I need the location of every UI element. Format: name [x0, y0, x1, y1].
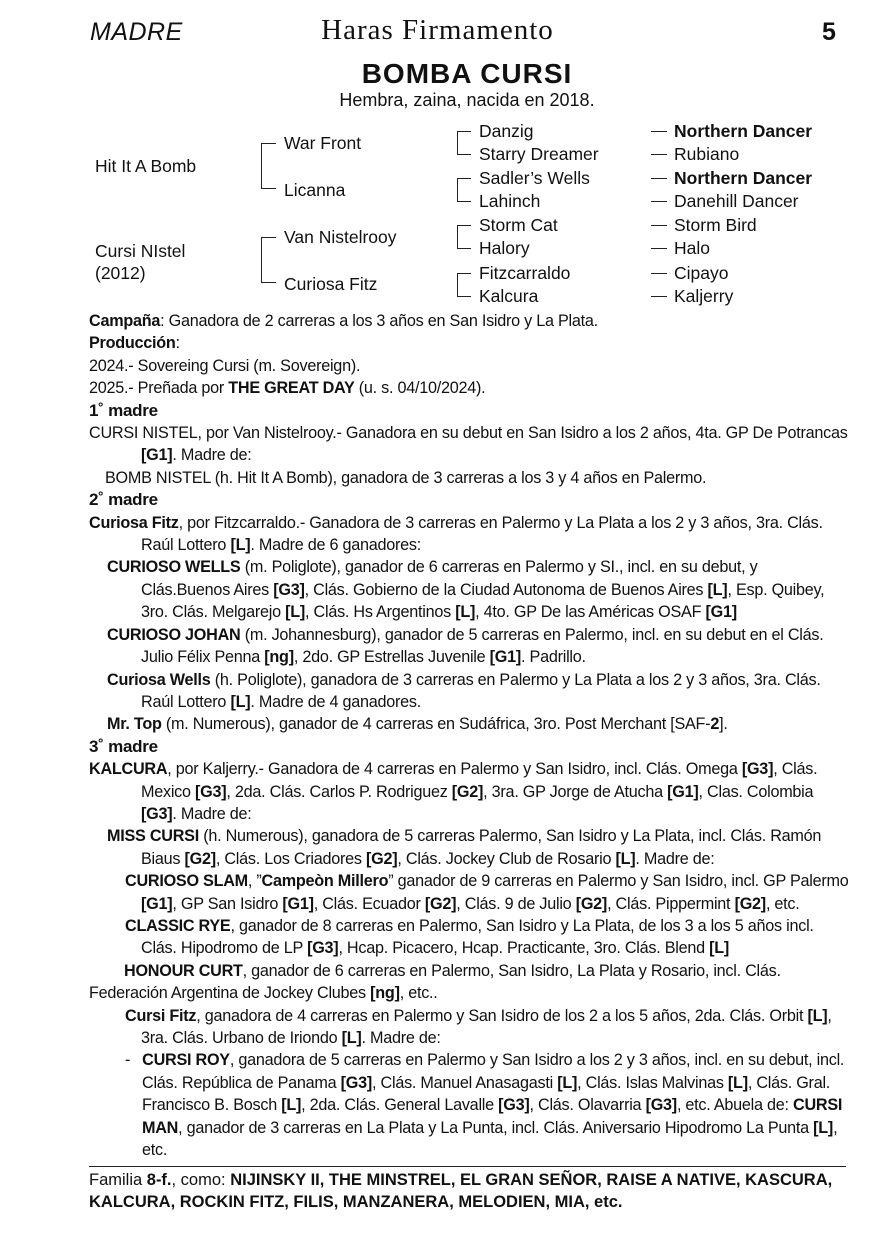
pedigree-g4-2: Rubiano — [674, 144, 740, 164]
pedigree-bracket — [457, 154, 471, 155]
text: (h. Poliglote), ganadora de 3 carreras en Palermo y La Plata a los 2 y 3 años, 3ra. Clás. Raúl Lottero — [141, 670, 821, 711]
footer-divider — [89, 1166, 846, 1167]
text: , ” — [247, 872, 262, 891]
pedigree-bracket — [261, 143, 276, 144]
text: . Madre de: — [361, 1029, 441, 1047]
catalog-body — [89, 310, 849, 1161]
grade: [G3] — [498, 1096, 530, 1115]
produccion-colon: : — [175, 334, 180, 353]
text: , como: — [171, 1171, 231, 1189]
pedigree-g2-4: Curiosa Fitz — [284, 274, 378, 294]
text: (h. Numerous), ganadora de 5 carreras Palermo, San Isidro y La Plata, incl. Clás. Ramón Biaus — [141, 827, 822, 868]
pedigree-g4-5: Storm Bird — [674, 215, 757, 235]
grade: [ng] — [264, 648, 294, 667]
text: , Clás. Manuel Anasagasti — [372, 1073, 558, 1092]
grade: [G1] — [705, 603, 737, 622]
pedigree-dash — [651, 178, 667, 179]
madre2-paragraph — [89, 512, 849, 557]
pedigree-g3-3: Sadler’s Wells — [479, 168, 590, 188]
grade: [L] — [285, 603, 306, 622]
text: ]. — [719, 715, 728, 734]
family-number: 8-f. — [146, 1171, 172, 1189]
text: , Clas. Colombia — [698, 782, 814, 801]
madre1-paragraph — [89, 422, 849, 467]
horse-name: Curiosa Fitz — [89, 513, 179, 532]
text: , 3ra. GP Jorge de Atucha — [483, 782, 668, 801]
grade: [G2] — [424, 894, 457, 913]
text: , 3ra. Clás. Urbano de Iriondo — [141, 1006, 832, 1047]
pedigree-g4-1: Northern Dancer — [674, 121, 813, 141]
grade: [L] — [727, 1073, 748, 1092]
pedigree-bracket — [457, 225, 471, 226]
grade: [G2] — [575, 894, 608, 913]
campana-label: Campaña — [89, 312, 161, 330]
family-members: NIJINSKY II, THE MINSTREL, EL GRAN SEÑOR, RAISE A NATIVE, KASCURA, KALCURA, ROCKIN FITZ, FILIS, MANZANERA, MELODIEN, MIA, etc. — [89, 1171, 833, 1211]
horse-name: CURSI MAN — [142, 1096, 843, 1137]
great-grandchild — [89, 1049, 849, 1161]
text: , Clás. Ecuador — [313, 894, 425, 913]
horse-subtitle: Hembra, zaina, nacida en 2018. — [339, 90, 595, 110]
text: , por Fitzcarraldo.- Ganadora de 3 carreras en Palermo y La Plata a los 2 y 3 años, 3ra. Clás. Raúl Lottero — [141, 513, 823, 555]
horse-name: KALCURA — [89, 760, 168, 779]
madre3-heading: 3˚ madre — [89, 736, 158, 756]
text: , Hcap. Picacero, Hcap. Practicante, 3ro. Clás. Blend — [338, 939, 710, 958]
grade: [L] — [709, 939, 730, 958]
horse-name: CURIOSO WELLS — [107, 558, 241, 577]
pedigree-dash — [651, 225, 667, 226]
horse-name: Mr. Top — [107, 715, 162, 734]
grade: [G3] — [273, 580, 305, 599]
pedigree-g3-8: Kalcura — [479, 286, 539, 306]
text: . Madre de: — [172, 804, 252, 823]
text: (u. s. 04/10/2024). — [354, 379, 486, 398]
grade: [G1] — [141, 894, 173, 913]
grade: [G1] — [489, 648, 522, 667]
pedigree-bracket — [261, 143, 262, 189]
pedigree-g2-2: Licanna — [284, 180, 346, 200]
grade: [G3] — [741, 760, 774, 779]
text: ” ganador de 9 carreras en Palermo y San Isidro, incl. GP Palermo — [388, 872, 849, 891]
text: , 2da. Clás. General Lavalle — [301, 1096, 499, 1115]
pedigree-bracket — [261, 237, 262, 283]
text: 2025.- Preñada por — [89, 379, 229, 398]
text: (m. Numerous), ganador de 4 carreras en Sudáfrica, 3ro. Post Merchant [SAF- — [161, 715, 711, 734]
grade: [G1] — [667, 782, 699, 801]
text: , Clás. Hs Argentinos — [305, 603, 456, 622]
pedigree-g3-4: Lahinch — [479, 191, 541, 211]
grade: [G3] — [195, 782, 227, 801]
pedigree-bracket — [457, 131, 458, 155]
grade: [L] — [557, 1073, 578, 1092]
horse-name: MISS CURSI — [107, 827, 199, 846]
text: , Clás. 9 de Julio — [456, 894, 576, 913]
grade: [G2] — [734, 894, 766, 913]
pedigree-bracket — [457, 178, 471, 179]
grade: [G2] — [366, 849, 398, 868]
produccion-item: 2024.- Sovereing Cursi (m. Sovereign). — [89, 356, 361, 375]
grandchild — [89, 870, 849, 915]
grandchild — [89, 1005, 849, 1050]
pedigree-sire: Hit It A Bomb — [95, 156, 197, 176]
madre2-child — [89, 624, 849, 669]
text: Familia — [89, 1171, 147, 1189]
pedigree-g2-1: War Front — [284, 133, 362, 153]
pedigree-g4-8: Kaljerry — [674, 286, 734, 306]
grade: [G3] — [645, 1096, 677, 1115]
campana-text: : Ganadora de 2 carreras a los 3 años en San Isidro y La Plata. — [160, 312, 598, 330]
text: CURSI NISTEL, por Van Nistelrooy.- Ganadora en su debut en San Isidro a los 2 años, 4ta. GP De Potrancas — [89, 424, 848, 443]
pedigree-bracket — [457, 273, 458, 297]
pedigree-bracket — [457, 131, 471, 132]
pedigree-g4-6: Halo — [674, 238, 710, 258]
pedigree-bracket — [261, 282, 276, 283]
pedigree-dash — [651, 154, 667, 155]
grade: [L] — [615, 849, 636, 868]
pedigree-dam: Cursi NIstel — [95, 241, 186, 261]
grade: [L] — [230, 692, 251, 711]
pedigree-g4-3: Northern Dancer — [674, 168, 813, 188]
pedigree-dash — [651, 296, 667, 297]
grandchild — [89, 960, 849, 1005]
horse-name: CLASSIC RYE — [125, 916, 231, 935]
text: Federación Argentina de Jockey Clubes — [89, 984, 371, 1003]
madre2-child — [89, 713, 849, 735]
pedigree-g3-6: Halory — [479, 238, 530, 258]
madre1-child: BOMB NISTEL (h. Hit It A Bomb), ganadora de 3 carreras a los 3 y 4 años en Palermo. — [105, 468, 707, 487]
produccion-label: Producción — [89, 334, 176, 353]
pedigree-bracket — [457, 273, 471, 274]
campana-paragraph — [89, 310, 849, 332]
madre1-heading: 1˚ madre — [89, 400, 158, 420]
pedigree-g4-7: Cipayo — [674, 263, 729, 283]
text: , etc. — [765, 894, 800, 913]
horse-name: HONOUR CURT — [124, 961, 243, 980]
text: , etc. — [142, 1118, 838, 1160]
pedigree-g3-7: Fitzcarraldo — [479, 263, 571, 283]
bullet-dash: - — [125, 1051, 131, 1070]
pedigree-bracket — [457, 296, 471, 297]
grade: [L] — [813, 1118, 834, 1137]
text: (m. Poliglote), ganador de 6 carreras en Palermo y SI., incl. en su debut, y Clás.Buenos Aires — [141, 558, 758, 599]
pedigree-g3-2: Starry Dreamer — [479, 144, 599, 164]
pedigree-g3-1: Danzig — [479, 121, 534, 141]
text: . Madre de 6 ganadores: — [250, 536, 421, 555]
family-footer — [89, 1169, 849, 1213]
text: , ganadora de 4 carreras en Palermo y San Isidro de los 2 a los 5 años, 2da. Clás. Orbit — [196, 1006, 808, 1025]
text: , ganador de 6 carreras en Palermo, San Isidro, La Plata y Rosario, incl. Clás. — [242, 961, 781, 980]
grade: 2 — [710, 715, 720, 734]
grade: [G3] — [307, 939, 339, 958]
pedigree-dash — [651, 248, 667, 249]
pedigree-g2-3: Van Nistelrooy — [284, 227, 397, 247]
grade: [G3] — [340, 1073, 373, 1092]
pedigree-bracket — [457, 225, 458, 249]
text: , Clás. Mexico — [141, 760, 818, 801]
header-section-label: MADRE — [90, 18, 183, 46]
text: , ganador de 8 carreras en Palermo, San Isidro y La Plata, de los 3 a los 5 años incl. Clás. Hipodromo de LP — [141, 916, 814, 958]
pedigree-dash — [651, 131, 667, 132]
text: (m. Johannesburg), ganador de 5 carreras en Palermo, incl. en su debut en el Clás. Julio Félix Penna — [141, 625, 824, 667]
grade: [L] — [807, 1006, 828, 1025]
grade: [L] — [281, 1096, 302, 1115]
pedigree-bracket — [457, 201, 471, 202]
produccion-heading — [89, 332, 849, 354]
text: , Clás. Jockey Club de Rosario — [397, 849, 616, 868]
page-number: 5 — [822, 18, 836, 46]
grade: [G1] — [141, 446, 173, 465]
text: , por Kaljerry.- Ganadora de 4 carreras en Palermo y San Isidro, incl. Clás. Omega — [167, 760, 742, 779]
nickname: Campeòn Millero — [261, 872, 389, 891]
text: , Clás. Gobierno de la Ciudad Autonoma de Buenos Aires — [304, 580, 708, 599]
text: , Clás. Gral. Francisco B. Bosch — [142, 1073, 831, 1115]
text: . Padrillo. — [521, 648, 586, 667]
grade: [ng] — [370, 984, 400, 1003]
pedigree-dash — [651, 201, 667, 202]
madre3-paragraph — [89, 758, 849, 825]
pedigree-bracket — [457, 248, 471, 249]
pedigree-bracket — [261, 188, 276, 189]
horse-name: Cursi Fitz — [125, 1006, 197, 1025]
horse-name: CURIOSO SLAM — [125, 872, 248, 891]
madre2-child — [89, 556, 849, 623]
grade: [L] — [230, 536, 251, 555]
text: , Esp. Quibey, 3ro. Clás. Melgarejo — [141, 580, 825, 622]
pedigree-dash — [651, 273, 667, 274]
madre2-child — [89, 669, 849, 714]
grade: [G2] — [184, 849, 216, 868]
text: , 2do. GP Estrellas Juvenile — [293, 648, 490, 667]
grade: [L] — [341, 1029, 362, 1047]
horse-name: BOMBA CURSI — [361, 58, 573, 89]
text: , GP San Isidro — [172, 894, 283, 913]
text: , 2da. Clás. Carlos P. Rodriguez — [226, 782, 452, 801]
text: , etc.. — [399, 984, 438, 1003]
horse-name: Curiosa Wells — [107, 670, 211, 689]
horse-name: CURSI ROY — [142, 1051, 230, 1070]
text: , ganadora de 5 carreras en Palermo y San Isidro a los 2 y 3 años, incl. en su debut, incl. Clás. República de Panama — [142, 1051, 845, 1092]
stallion-name: THE GREAT DAY — [228, 379, 355, 398]
text: , ganador de 3 carreras en La Plata y La Punta, incl. Clás. Aniversario Hipodromo La Punta — [178, 1118, 814, 1137]
grandchild — [89, 915, 849, 960]
text: . Madre de: — [635, 849, 715, 868]
pedigree-bracket — [457, 178, 458, 202]
grade: [L] — [707, 580, 728, 599]
grade: [G2] — [451, 782, 484, 801]
text: , 4to. GP De las Américas OSAF — [475, 603, 706, 622]
text: . Madre de 4 ganadores. — [250, 692, 421, 711]
text: , Clás. Islas Malvinas — [577, 1073, 728, 1092]
pedigree-dam-year: (2012) — [95, 263, 146, 283]
pedigree-g4-4: Danehill Dancer — [674, 191, 799, 211]
madre2-heading: 2˚ madre — [89, 490, 158, 510]
text: , Clás. Pippermint — [607, 894, 735, 913]
pedigree-bracket — [261, 237, 276, 238]
header-farm-name: Haras Firmamento — [321, 14, 554, 46]
text: , etc. Abuela de: — [676, 1096, 794, 1115]
horse-name: CURIOSO JOHAN — [107, 625, 241, 644]
grade: [L] — [455, 603, 476, 622]
madre3-child — [89, 825, 849, 870]
pedigree-g3-5: Storm Cat — [479, 215, 558, 235]
text: , Clás. Olavarria — [529, 1096, 646, 1115]
grade: [G1] — [282, 894, 314, 913]
text: , Clás. Los Criadores — [215, 849, 367, 868]
grade: [G3] — [141, 804, 173, 823]
produccion-item — [89, 377, 849, 399]
text: . Madre de: — [172, 446, 252, 465]
